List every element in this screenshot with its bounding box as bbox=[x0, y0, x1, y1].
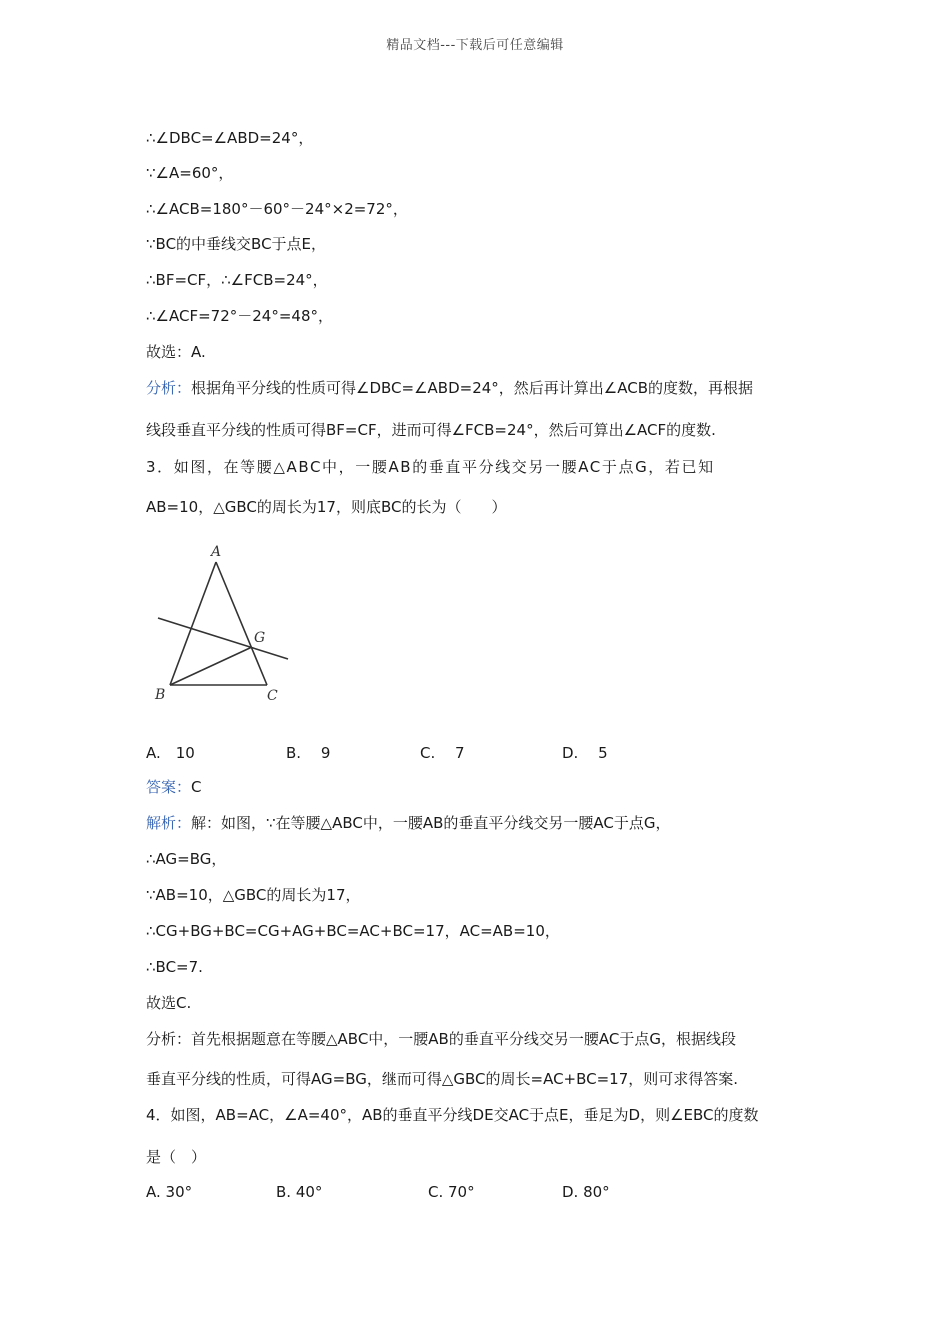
analysis-line: 分析：首先根据题意在等腰△ABC中，一腰AB的垂直平分线交另一腰AC于点G，根据线段 bbox=[146, 1030, 736, 1048]
answer-value: C bbox=[191, 778, 202, 796]
text-line: 故选C. bbox=[146, 994, 192, 1012]
text-line: ∵AB=10，△GBC的周长为17， bbox=[146, 886, 361, 904]
text-line: ∴∠ACF=72°－24°=48°， bbox=[146, 307, 333, 325]
text-line: ∴BF=CF，∴∠FCB=24°， bbox=[146, 271, 328, 289]
text-line: ∵∠A=60°， bbox=[146, 164, 234, 182]
question-3-stem: 3．如图，在等腰△ABC中，一腰AB的垂直平分线交另一腰AC于点G，若已知 bbox=[146, 458, 715, 476]
perpendicular-bisector bbox=[158, 618, 288, 659]
q3-option-d: D. 5 bbox=[562, 744, 608, 762]
text-line: ∴∠DBC=∠ABD=24°， bbox=[146, 129, 314, 147]
text-line: ∴CG+BG+BC=CG+AG+BC=AC+BC=17，AC=AB=10， bbox=[146, 922, 560, 940]
triangle-diagram bbox=[150, 540, 295, 710]
label-c: C bbox=[267, 688, 278, 704]
solution-text: 解：如图，∵在等腰△ABC中，一腰AB的垂直平分线交另一腰AC于点G， bbox=[191, 814, 671, 832]
analysis-paragraph bbox=[146, 378, 753, 398]
text-line: 故选：A. bbox=[146, 343, 206, 361]
text-line: ∴AG=BG， bbox=[146, 850, 227, 868]
question-4-stem: 4．如图，AB=AC，∠A=40°，AB的垂直平分线DE交AC于点E，垂足为D，则∠EBC的度数 bbox=[146, 1106, 759, 1124]
solution-label: 解析： bbox=[146, 814, 192, 832]
label-b: B bbox=[155, 687, 166, 703]
analysis-label: 分析： bbox=[146, 379, 192, 397]
q3-option-b: B. 9 bbox=[286, 744, 331, 762]
q4-option-b: B. 40° bbox=[276, 1183, 323, 1201]
text-line: ∴BC=7. bbox=[146, 958, 203, 976]
q4-option-d: D. 80° bbox=[562, 1183, 610, 1201]
solution-line bbox=[146, 813, 671, 833]
question-4-stem-cont: 是（ ） bbox=[146, 1148, 207, 1166]
text-line: 垂直平分线的性质，可得AG=BG，继而可得△GBC的周长=AC+BC=17，则可求得答案. bbox=[146, 1070, 739, 1088]
q4-option-a: A. 30° bbox=[146, 1183, 193, 1201]
analysis-text: 根据角平分线的性质可得∠DBC=∠ABD=24°，然后再计算出∠ACB的度数，再根据 bbox=[191, 379, 753, 397]
answer-line bbox=[146, 777, 202, 797]
label-g: G bbox=[254, 630, 266, 646]
q3-option-c: C. 7 bbox=[420, 744, 465, 762]
q3-option-a: A. 10 bbox=[146, 744, 195, 762]
text-line: 线段垂直平分线的性质可得BF=CF，进而可得∠FCB=24°，然后可算出∠ACF的度数. bbox=[146, 421, 716, 439]
segment-ac bbox=[216, 562, 267, 685]
page-header: 精品文档---下载后可任意编辑 bbox=[386, 38, 564, 53]
triangle-figure bbox=[150, 540, 295, 710]
text-line: ∴∠ACB=180°－60°－24°×2=72°， bbox=[146, 200, 408, 218]
text-line: ∵BC的中垂线交BC于点E， bbox=[146, 235, 327, 253]
label-a: A bbox=[211, 544, 222, 560]
answer-label: 答案： bbox=[146, 778, 192, 796]
q4-option-c: C. 70° bbox=[428, 1183, 475, 1201]
question-3-stem-cont: AB=10，△GBC的周长为17，则底BC的长为（ ） bbox=[146, 498, 507, 516]
